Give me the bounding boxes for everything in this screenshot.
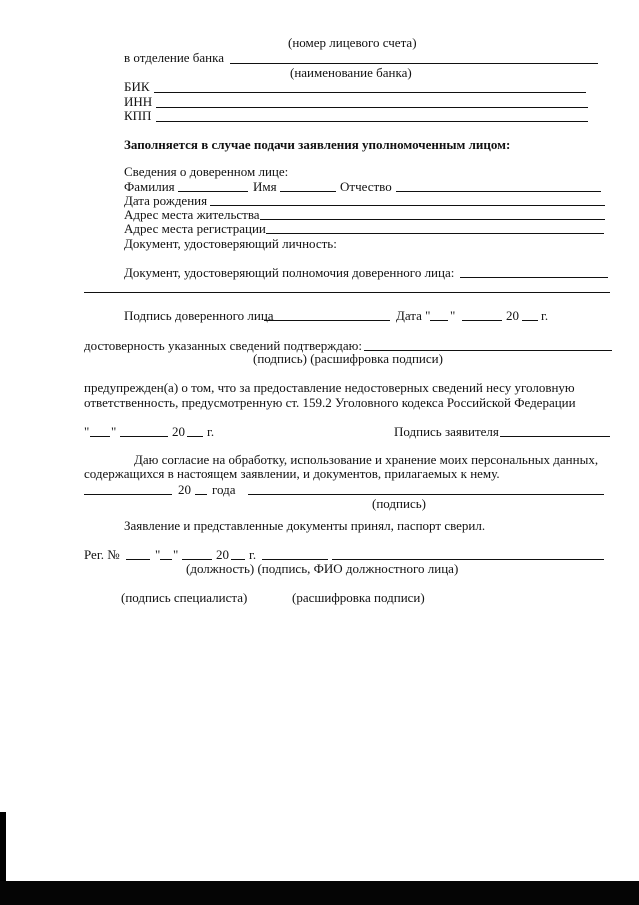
consent-signature-caption: (подпись) xyxy=(372,496,426,511)
authority-document-field-continued[interactable] xyxy=(84,292,610,293)
kpp-field[interactable] xyxy=(156,121,588,122)
account-number-caption: (номер лицевого счета) xyxy=(288,35,417,50)
applicant-date-year-prefix: 20 xyxy=(172,424,185,439)
patronymic-field[interactable] xyxy=(396,191,601,192)
warning-line-1: предупрежден(а) о том, что за предоставление недостоверных сведений несу уголовную xyxy=(84,380,575,395)
applicant-date-day-field[interactable] xyxy=(90,436,110,437)
registration-date-year-field[interactable] xyxy=(231,559,245,560)
documents-accepted-text: Заявление и представленные документы принял, паспорт сверил. xyxy=(124,518,486,533)
surname-field[interactable] xyxy=(178,191,248,192)
proxy-date-label: Дата " xyxy=(396,308,431,323)
id-document-label: Документ, удостоверяющий личность: xyxy=(124,236,337,251)
residence-address-field[interactable] xyxy=(260,219,605,220)
confirmation-text: достоверность указанных сведений подтверждаю: xyxy=(84,338,362,353)
applicant-date-year-field[interactable] xyxy=(187,436,203,437)
bik-label: БИК xyxy=(124,79,150,94)
registration-date-g: г. xyxy=(249,547,257,562)
residence-address-label: Адрес места жительства xyxy=(124,207,260,222)
applicant-signature-field[interactable] xyxy=(500,436,610,437)
applicant-date-g: г. xyxy=(207,424,215,439)
proxy-date-day-field[interactable] xyxy=(430,320,448,321)
bik-field[interactable] xyxy=(154,92,586,93)
surname-label: Фамилия xyxy=(124,179,175,194)
registration-date-day-field[interactable] xyxy=(160,559,172,560)
registration-address-label: Адрес места регистрации xyxy=(124,221,266,236)
patronymic-label: Отчество xyxy=(340,179,392,194)
inn-field[interactable] xyxy=(156,107,588,108)
applicant-date-month-field[interactable] xyxy=(120,436,168,437)
registration-number-field[interactable] xyxy=(126,559,150,560)
consent-signature-field[interactable] xyxy=(248,494,604,495)
proxy-date-year-field[interactable] xyxy=(522,320,538,321)
consent-date-field[interactable] xyxy=(84,494,172,495)
consent-line-2: содержащихся в настоящем заявлении, и документов, прилагаемых к нему. xyxy=(84,466,500,481)
proxy-signature-label: Подпись доверенного лица xyxy=(124,308,274,323)
inn-label: ИНН xyxy=(124,94,153,109)
applicant-date-quote-open: " xyxy=(84,424,90,439)
authority-document-label: Документ, удостоверяющий полномочия доверенного лица: xyxy=(124,265,455,280)
registration-date-quote-close: " xyxy=(173,547,179,562)
consent-year-field[interactable] xyxy=(195,494,207,495)
consent-year-suffix: года xyxy=(212,482,236,497)
registration-number-label: Рег. № xyxy=(84,547,120,562)
proxy-signature-field[interactable] xyxy=(264,320,390,321)
proxy-info-label: Сведения о доверенном лице: xyxy=(124,164,289,179)
specialist-signature-caption: (подпись специалиста) xyxy=(121,590,248,605)
bank-branch-label: в отделение банка xyxy=(124,50,225,65)
proxy-date-g: г. xyxy=(541,308,549,323)
confirmation-caption: (подпись) (расшифровка подписи) xyxy=(253,351,443,366)
name-label: Имя xyxy=(253,179,277,194)
proxy-date-month-field[interactable] xyxy=(462,320,502,321)
registration-caption: (должность) (подпись, ФИО должностного лица) xyxy=(186,561,459,576)
registration-date-quote-open: " xyxy=(155,547,161,562)
registration-date-month-field[interactable] xyxy=(182,559,212,560)
scan-bottom-border xyxy=(0,881,639,905)
proxy-date-quote: " xyxy=(450,308,456,323)
name-field[interactable] xyxy=(280,191,336,192)
signature-decoding-caption: (расшифровка подписи) xyxy=(292,590,425,605)
bank-branch-field[interactable] xyxy=(230,63,598,64)
birthdate-label: Дата рождения xyxy=(124,193,208,208)
applicant-signature-label: Подпись заявителя xyxy=(394,424,499,439)
bank-name-caption: (наименование банка) xyxy=(290,65,412,80)
consent-line-1: Даю согласие на обработку, использование и хранение моих персональных данных, xyxy=(134,452,599,467)
registration-date-year-prefix: 20 xyxy=(216,547,229,562)
kpp-label: КПП xyxy=(124,108,152,123)
proxy-section-heading: Заполняется в случае подачи заявления уполномоченным лицом: xyxy=(124,137,511,152)
registration-position-field[interactable] xyxy=(262,559,328,560)
birthdate-field[interactable] xyxy=(210,205,605,206)
registration-address-field[interactable] xyxy=(266,233,604,234)
authority-document-field[interactable] xyxy=(460,277,608,278)
proxy-date-year-prefix: 20 xyxy=(506,308,519,323)
registration-official-signature-field[interactable] xyxy=(332,559,604,560)
warning-line-2: ответственность, предусмотренную ст. 159.2 Уголовного кодекса Российской Федерации xyxy=(84,395,576,410)
consent-year-prefix: 20 xyxy=(178,482,191,497)
scan-edge-shadow xyxy=(0,812,6,882)
applicant-date-quote-close: " xyxy=(111,424,117,439)
